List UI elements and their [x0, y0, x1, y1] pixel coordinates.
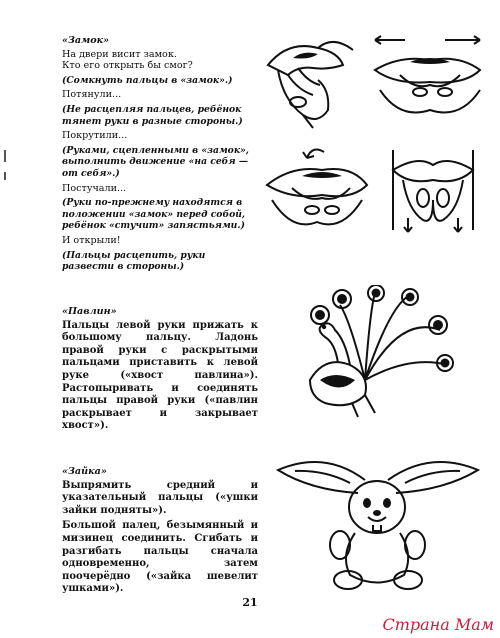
section-pavlin — [62, 306, 258, 436]
margin-mark — [4, 150, 6, 162]
verse-line: Потянули... — [62, 89, 122, 101]
twisting-hands-illustration — [262, 140, 377, 240]
zamok-verse — [62, 49, 258, 273]
section-zayka — [62, 466, 258, 599]
verse-line: На двери висит замок. Кто его открыть бы смог? — [62, 48, 193, 72]
watermark: Страна Мам — [382, 615, 494, 634]
instruction-line: (Пальцы расцепить, руки развести в стороны.) — [62, 249, 206, 273]
instruction-line: (Не расцепляя пальцев, ребёнок тянет руки в разные стороны.) — [62, 103, 243, 127]
verse-line: Постучали... — [62, 182, 127, 194]
section-body: Выпрямить средний и указательный пальцы («ушки зайки подняты»). — [62, 479, 258, 516]
section-title: «Павлин» — [62, 306, 117, 317]
pulling-hands-illustration — [370, 30, 500, 130]
instruction-line: (Сомкнуть пальцы в «замок».) — [62, 74, 233, 86]
knocking-hands-illustration — [378, 140, 488, 240]
section-zamok — [62, 35, 258, 276]
section-body: Большой палец, безымянный и мизинец соединить. Сгибать и разгибать пальцы сначала одновременно, затем поочерёдно («зайка шевелит ушками»). — [62, 520, 258, 595]
instruction-line: (Руки по-прежнему находятся в положении «замок» перед собой, ребёнок «стучит» запястьями.) — [62, 197, 246, 232]
section-title: «Зайка» — [62, 466, 107, 477]
section-title: «Замок» — [62, 35, 110, 46]
lock-hands-illustration — [258, 30, 388, 130]
verse-line: И открыли! — [62, 234, 121, 246]
page-number: 21 — [242, 596, 258, 609]
peacock-illustration — [290, 285, 455, 420]
section-body: Пальцы левой руки прижать к большому пальцу. Ладонь правой руки с раскрытыми пальцами приставить к левой руке («хвост павлина»). Растопыривать и соединять пальцы правой руки («павлин раскрывает и закрывает хвост»). — [62, 319, 258, 432]
verse-line: Покрутили... — [62, 130, 128, 142]
bunny-illustration — [270, 445, 485, 595]
margin-mark — [4, 172, 6, 180]
instruction-line: (Руками, сцепленными в «замок», выполнить движение «на себя — от себя».) — [62, 144, 249, 179]
